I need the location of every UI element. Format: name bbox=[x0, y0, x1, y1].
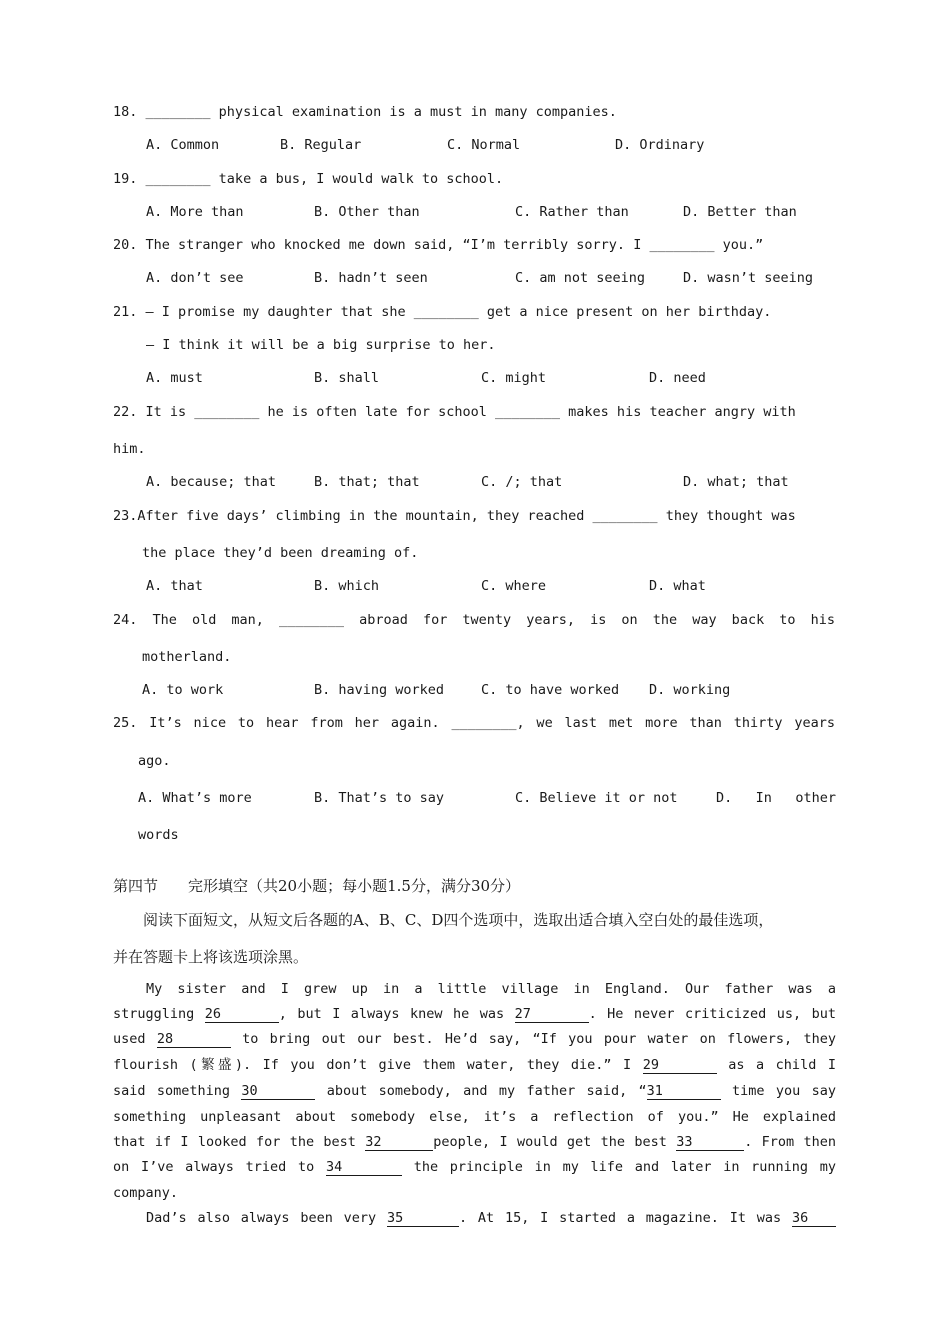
option-b: B. which bbox=[314, 578, 380, 594]
question-24 bbox=[113, 611, 835, 629]
question-stem: The old man, ________ abroad for twenty years, is on the way back to his bbox=[152, 612, 835, 628]
section-title: 第四节 完形填空（共20小题；每小题1.5分，满分30分） bbox=[113, 877, 521, 895]
question-22 bbox=[113, 403, 796, 421]
option-c: C. am not seeing bbox=[515, 270, 646, 286]
option-d: D. Better than bbox=[683, 204, 797, 220]
question-19 bbox=[113, 170, 503, 188]
option-d: D. need bbox=[649, 370, 706, 386]
option-d: D. working bbox=[649, 682, 731, 698]
question-23 bbox=[113, 507, 796, 525]
question-stem: After five days’ climbing in the mountain, they reached ________ they thought was bbox=[137, 508, 796, 524]
question-21 bbox=[113, 303, 771, 321]
blank-30: 30 bbox=[241, 1084, 315, 1100]
option-c: C. might bbox=[481, 370, 547, 386]
option-a: A. because; that bbox=[146, 474, 277, 490]
option-c: C. Rather than bbox=[515, 204, 629, 220]
passage-line: flourish (繁盛). If you don’t give them water, they die.” I 29 as a child I bbox=[113, 1057, 836, 1073]
question-stem: ________ take a bus, I would walk to school. bbox=[145, 171, 504, 187]
option-b: B. Regular bbox=[280, 137, 362, 153]
question-stem-line2: him. bbox=[113, 441, 146, 457]
option-c: C. /; that bbox=[481, 474, 563, 490]
question-stem: The stranger who knocked me down said, “I’m terribly sorry. I ________ you.” bbox=[145, 237, 764, 253]
passage-line: used 28 to bring out our best. He’d say, “If you pour water on flowers, they bbox=[113, 1031, 836, 1047]
question-number: 23. bbox=[113, 508, 138, 524]
option-c: C. Normal bbox=[447, 137, 521, 153]
passage-line: on I’ve always tried to 34 the principle in my life and later in running my bbox=[113, 1159, 837, 1175]
option-a: A. don’t see bbox=[146, 270, 244, 286]
question-number: 20. bbox=[113, 237, 138, 253]
option-d: D. wasn’t seeing bbox=[683, 270, 814, 286]
option-b: B. that; that bbox=[314, 474, 420, 490]
question-stem-line2: the place they’d been dreaming of. bbox=[142, 545, 419, 561]
passage-line: Dad’s also always been very 35 . At 15, I started a magazine. It was 36 bbox=[146, 1209, 836, 1227]
option-d: D. In other bbox=[716, 790, 836, 806]
option-b: B. That’s to say bbox=[314, 790, 445, 806]
option-a: A. must bbox=[146, 370, 203, 386]
passage-line: company. bbox=[113, 1185, 179, 1201]
option-a: A. What’s more bbox=[138, 790, 252, 806]
blank-32: 32 bbox=[365, 1135, 433, 1151]
question-number: 21. bbox=[113, 304, 138, 320]
option-b: B. shall bbox=[314, 370, 380, 386]
blank-29: 29 bbox=[643, 1058, 717, 1074]
question-stem: ________ physical examination is a must in many companies. bbox=[145, 104, 617, 120]
blank-36: 36 bbox=[792, 1211, 836, 1227]
option-a: A. that bbox=[146, 578, 203, 594]
option-d: D. Ordinary bbox=[615, 137, 705, 153]
question-25 bbox=[113, 714, 835, 732]
blank-28: 28 bbox=[157, 1032, 231, 1048]
question-stem-line2: motherland. bbox=[142, 649, 232, 665]
question-number: 24. bbox=[113, 612, 138, 628]
section-instruction-cont: 并在答题卡上将该选项涂黑。 bbox=[113, 948, 309, 966]
question-number: 25. bbox=[113, 715, 138, 731]
passage-line: said something 30 about somebody, and my father said, “31 time you say bbox=[113, 1083, 836, 1099]
blank-33: 33 bbox=[676, 1135, 744, 1151]
option-a: A. More than bbox=[146, 204, 244, 220]
option-d: D. what bbox=[649, 578, 706, 594]
blank-35: 35 bbox=[387, 1211, 459, 1227]
question-stem-line2: — I think it will be a big surprise to her. bbox=[146, 337, 496, 353]
option-d: D. what; that bbox=[683, 474, 789, 490]
question-stem: It’s nice to hear from her again. ________, we last met more than thirty years bbox=[149, 715, 835, 731]
option-a: A. to work bbox=[142, 682, 224, 698]
option-b: B. Other than bbox=[314, 204, 420, 220]
section-instruction: 阅读下面短文，从短文后各题的A、B、C、D四个选项中，选取出适合填入空白处的最佳选项， bbox=[113, 911, 774, 929]
question-18 bbox=[113, 103, 617, 121]
question-20 bbox=[113, 236, 763, 254]
option-b: B. having worked bbox=[314, 682, 445, 698]
blank-26: 26 bbox=[205, 1007, 279, 1023]
option-b: B. hadn’t seen bbox=[314, 270, 428, 286]
option-a: A. Common bbox=[146, 137, 220, 153]
passage-line: struggling 26 , but I always knew he was 27 . He never criticized us, but bbox=[113, 1006, 836, 1022]
blank-31: 31 bbox=[647, 1084, 721, 1100]
option-c: C. Believe it or not bbox=[515, 790, 678, 806]
option-c: C. where bbox=[481, 578, 547, 594]
passage-line: something unpleasant about somebody else, it’s a reflection of you.” He explained bbox=[113, 1109, 836, 1125]
question-stem-line2: ago. bbox=[138, 753, 171, 769]
option-d-continued: words bbox=[138, 827, 179, 843]
passage-line: My sister and I grew up in a little village in England. Our father was a bbox=[146, 981, 836, 997]
question-number: 19. bbox=[113, 171, 138, 187]
option-c: C. to have worked bbox=[481, 682, 620, 698]
question-stem: It is ________ he is often late for school ________ makes his teacher angry with bbox=[145, 404, 796, 420]
question-number: 18. bbox=[113, 104, 138, 120]
question-number: 22. bbox=[113, 404, 138, 420]
blank-34: 34 bbox=[326, 1160, 402, 1176]
blank-27: 27 bbox=[515, 1007, 589, 1023]
question-stem: — I promise my daughter that she ________ get a nice present on her birthday. bbox=[145, 304, 772, 320]
passage-line: that if I looked for the best 32 people, I would get the best 33 . From then bbox=[113, 1134, 837, 1150]
